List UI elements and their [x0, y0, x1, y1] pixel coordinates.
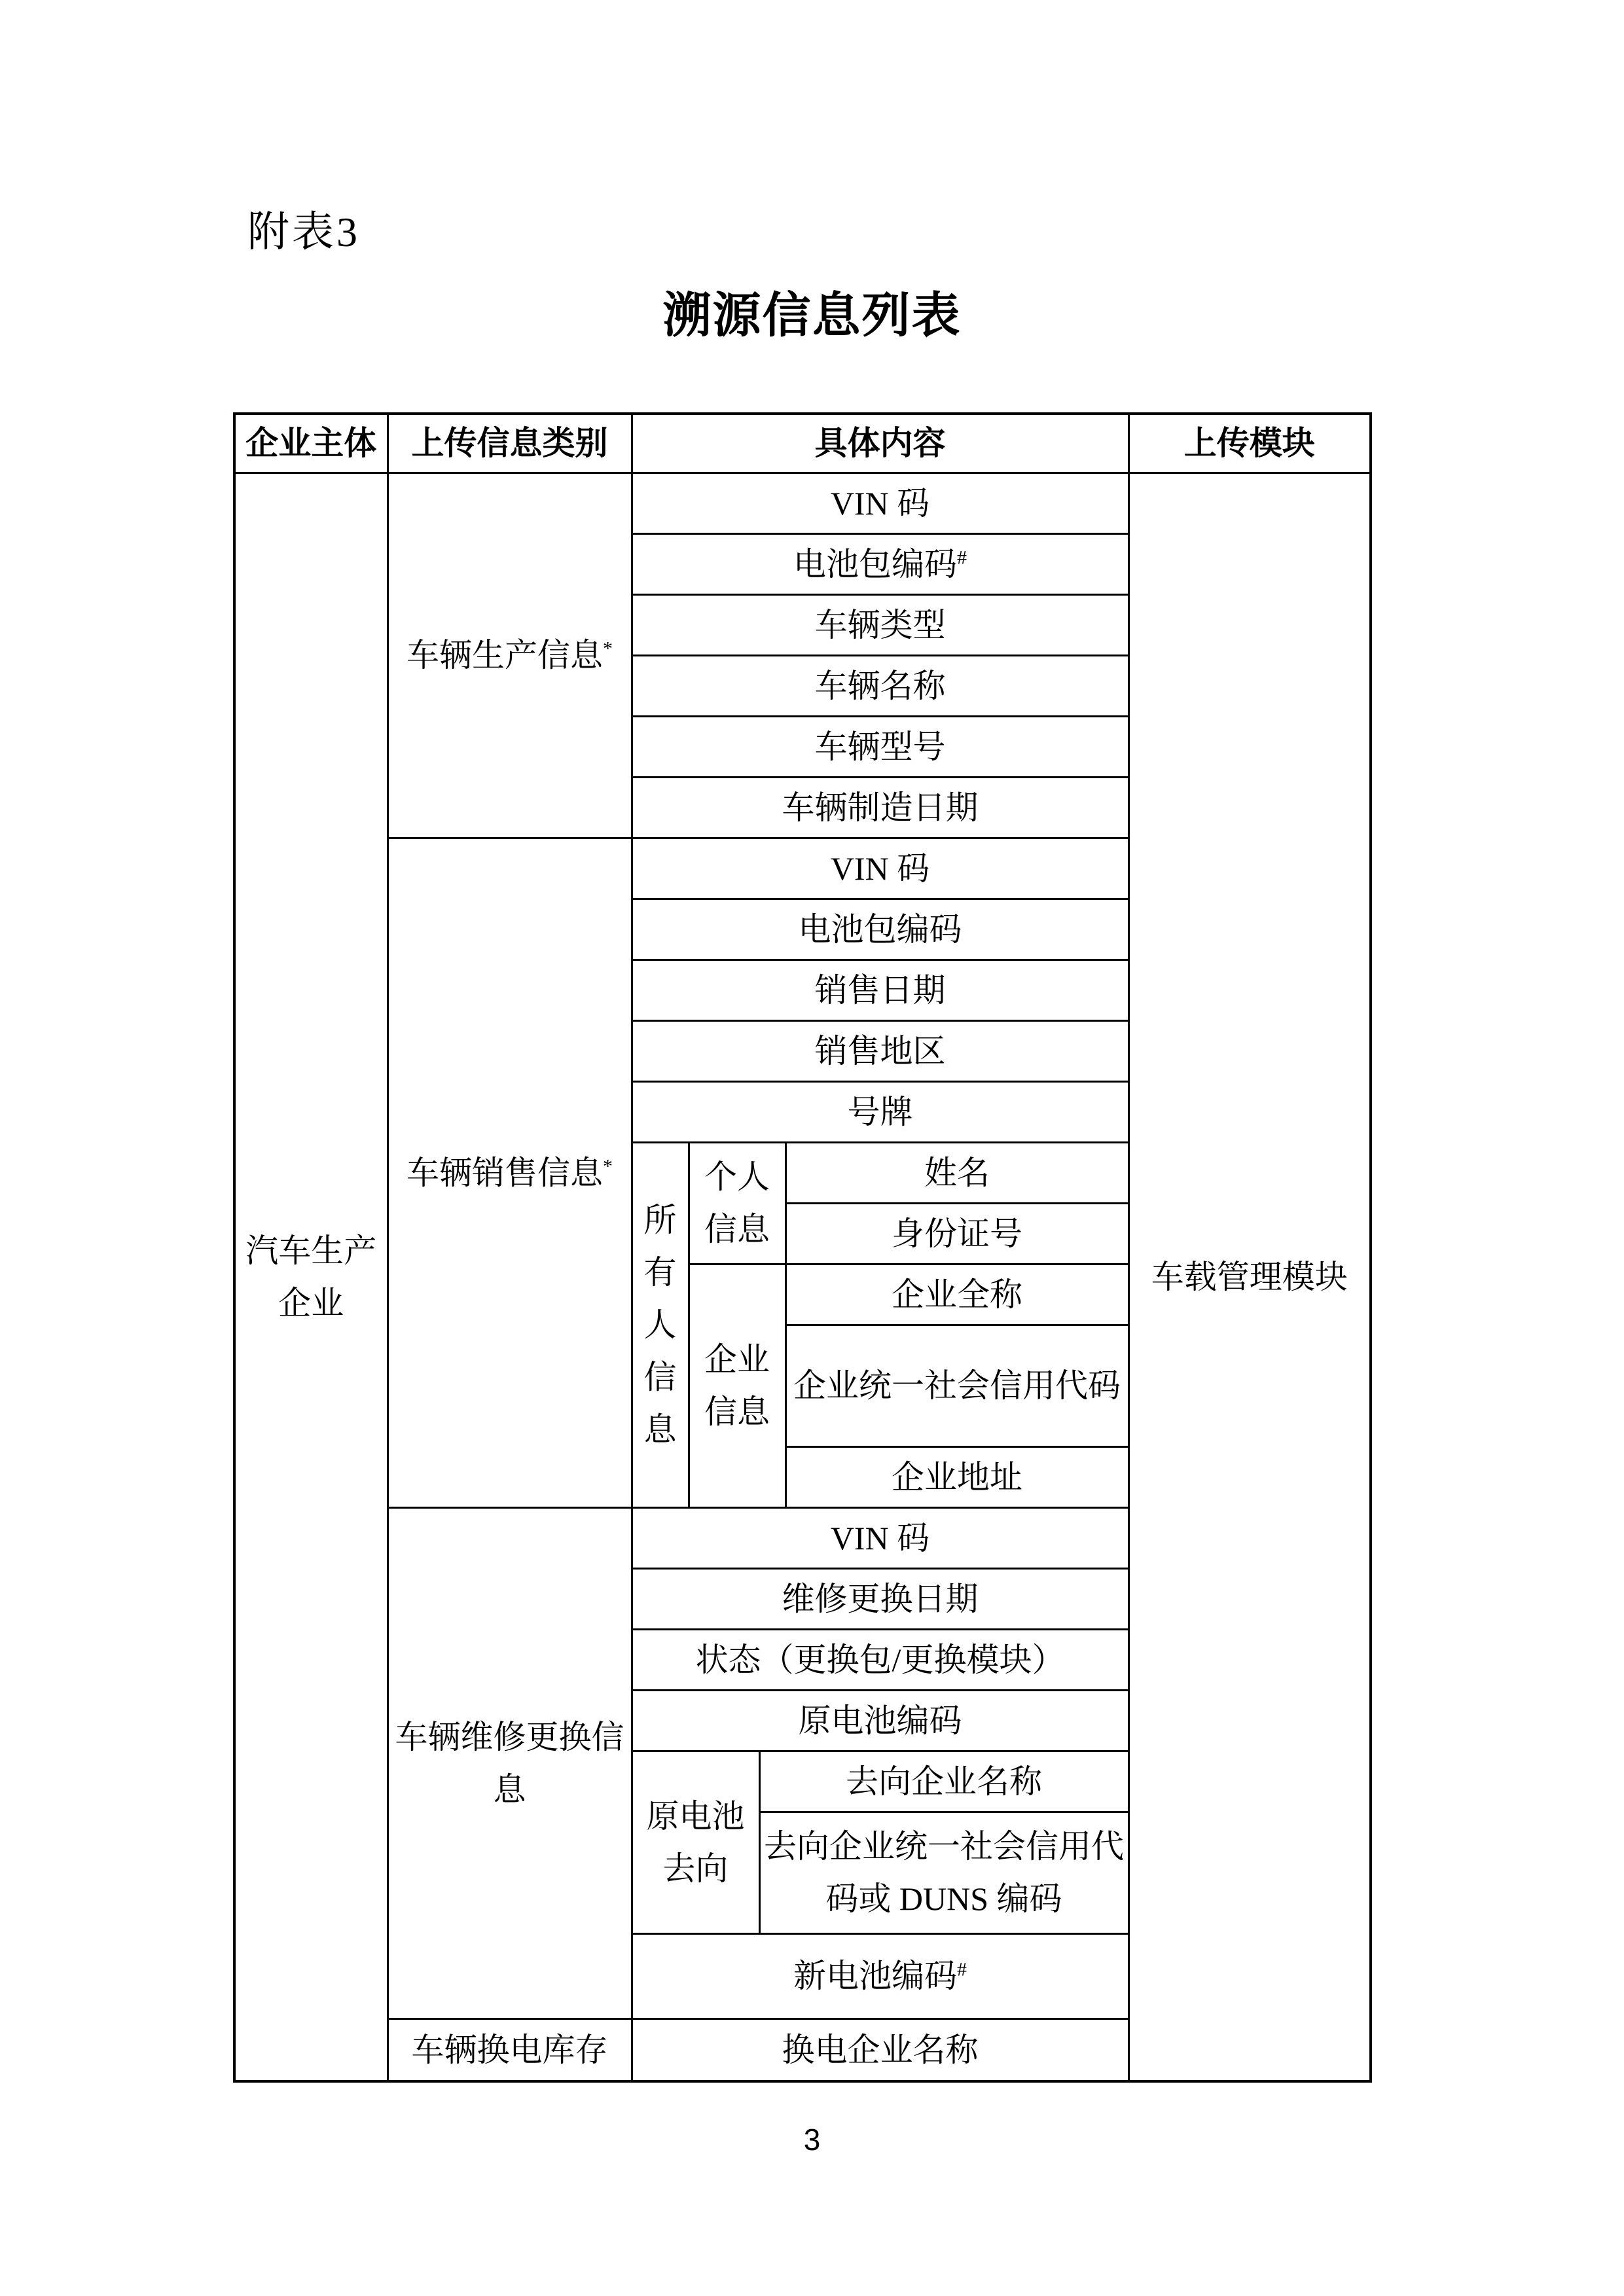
cell-owner-label: 所有人信息: [632, 1142, 689, 1507]
traceability-table: [233, 412, 1372, 2083]
cell-company-full-name: 企业全称: [785, 1264, 1128, 1325]
cell-replace-date: 维修更换日期: [632, 1568, 1128, 1629]
cell-id-number: 身份证号: [785, 1203, 1128, 1264]
cell-manufacture-date: 车辆制造日期: [632, 777, 1128, 838]
cell-swap-company-name: 换电企业名称: [632, 2018, 1128, 2081]
cell-production-vin: VIN 码: [632, 473, 1128, 533]
cell-maintenance-label: 车辆维修更换信息: [388, 1507, 632, 2018]
cell-old-battery-code: 原电池编码: [632, 1690, 1128, 1751]
cell-sale-date: 销售日期: [632, 960, 1128, 1020]
cell-enterprise: 汽车生产企业: [234, 473, 388, 2081]
cell-sales-vin: VIN 码: [632, 838, 1128, 899]
production-label-text: 车辆生产信息: [406, 637, 603, 673]
cell-sales-battery-code: 电池包编码: [632, 899, 1128, 960]
cell-dest-company-name: 去向企业名称: [759, 1751, 1128, 1812]
cell-sale-region: 销售地区: [632, 1020, 1128, 1081]
cell-sales-label: [388, 838, 632, 1507]
header-content: 具体内容: [632, 414, 1128, 473]
hash-superscript: #: [957, 1958, 967, 1981]
cell-vehicle-type: 车辆类型: [632, 594, 1128, 655]
asterisk-superscript: *: [603, 637, 613, 660]
cell-company-credit-code: 企业统一社会信用代码: [785, 1325, 1128, 1446]
cell-old-battery-dest-label: 原电池去向: [632, 1751, 759, 1933]
hash-superscript: #: [957, 546, 967, 568]
cell-personal-label: 个人信息: [689, 1142, 785, 1264]
cell-owner-name: 姓名: [785, 1142, 1128, 1203]
cell-production-label: [388, 473, 632, 838]
battery-code-text: 电池包编码: [793, 545, 957, 583]
cell-vehicle-name: 车辆名称: [632, 655, 1128, 716]
cell-plate-number: 号牌: [632, 1081, 1128, 1142]
header-info-category: 上传信息类别: [388, 414, 632, 473]
header-upload-module: 上传模块: [1128, 414, 1371, 473]
cell-new-battery-code: [632, 1933, 1128, 2018]
cell-production-battery-code: [632, 533, 1128, 594]
cell-maintenance-vin: VIN 码: [632, 1507, 1128, 1568]
page-number: 3: [803, 2123, 821, 2157]
header-enterprise: 企业主体: [234, 414, 388, 473]
cell-dest-credit-duns: 去向企业统一社会信用代码或 DUNS 编码: [759, 1812, 1128, 1933]
table-header-row: [234, 414, 1371, 473]
table-row: [234, 473, 1371, 533]
cell-upload-module: 车载管理模块: [1128, 473, 1371, 2081]
page-title: 溯源信息列表: [662, 288, 962, 342]
cell-vehicle-model: 车辆型号: [632, 716, 1128, 777]
attachment-label: 附表3: [247, 209, 360, 255]
sales-label-text: 车辆销售信息: [406, 1154, 603, 1191]
cell-company-label: 企业信息: [689, 1264, 785, 1507]
new-battery-code-text: 新电池编码: [793, 1958, 957, 1994]
cell-swap-label: 车辆换电库存: [388, 2018, 632, 2081]
cell-replace-status: 状态（更换包/更换模块）: [632, 1629, 1128, 1690]
asterisk-superscript: *: [603, 1155, 613, 1177]
cell-company-address: 企业地址: [785, 1446, 1128, 1507]
